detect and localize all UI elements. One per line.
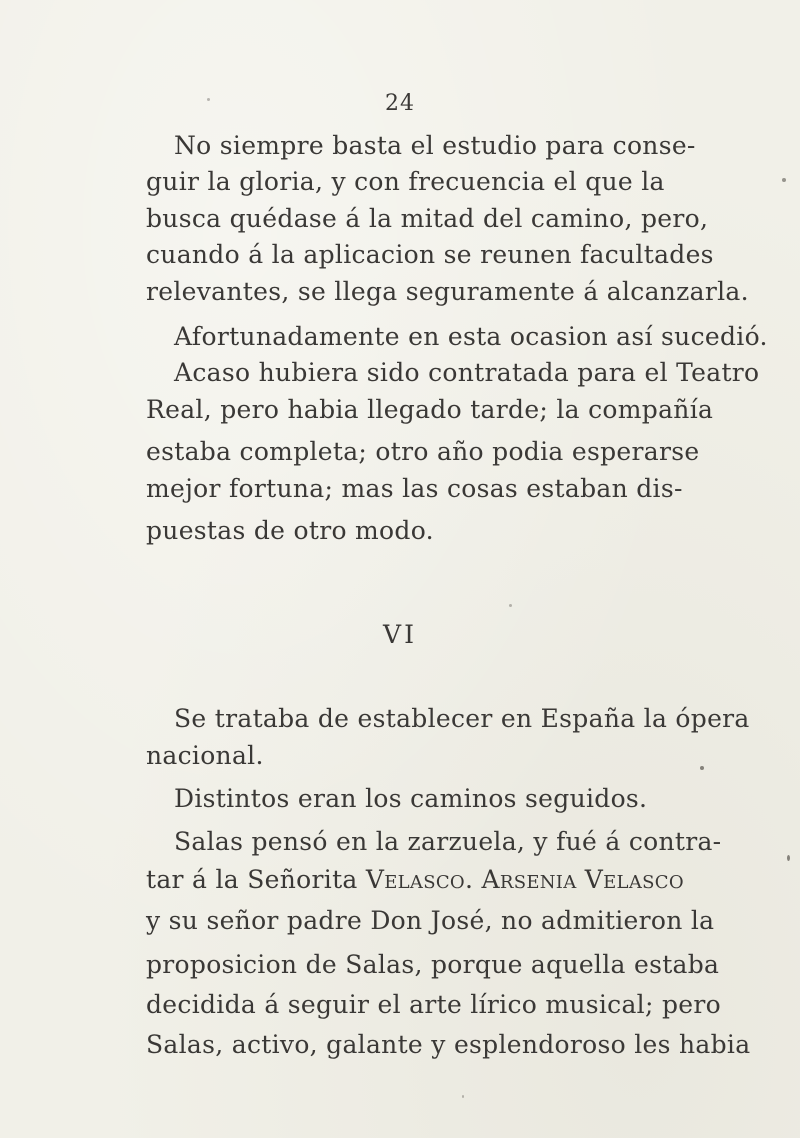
text-line: Salas, activo, galante y esplendoroso les habia — [146, 1030, 751, 1059]
text-line: decidida á seguir el arte lírico musical; pero — [146, 990, 721, 1019]
text-line: cuando á la aplicacion se reunen facultades — [146, 240, 714, 269]
paper-speck — [700, 766, 704, 770]
text-line: Distintos eran los caminos seguidos. — [174, 784, 648, 813]
page-number: 24 — [385, 91, 415, 116]
text-line: Se trataba de establecer en España la ópera — [174, 704, 750, 733]
text-line: y su señor padre Don José, no admitieron la — [146, 906, 715, 935]
text-line: puestas de otro modo. — [146, 516, 434, 545]
text-line-with-names — [146, 865, 684, 895]
paper-speck — [782, 178, 786, 182]
text-fragment: tar á la Señorita — [146, 865, 366, 894]
text-line: estaba completa; otro año podia esperarse — [146, 437, 700, 466]
name-small-caps: Arsenia Velasco — [481, 865, 684, 894]
text-line: guir la gloria, y con frecuencia el que la — [146, 167, 665, 196]
text-line: Salas pensó en la zarzuela, y fué á contra- — [174, 827, 722, 856]
text-line: relevantes, se llega seguramente á alcanzarla. — [146, 277, 749, 306]
text-line: Acaso hubiera sido contratada para el Teatro — [174, 358, 760, 387]
text-line: Real, pero habia llegado tarde; la compañía — [146, 395, 714, 424]
text-fragment: . — [464, 865, 482, 894]
text-line: proposicion de Salas, porque aquella estaba — [146, 950, 720, 979]
paper-speck — [462, 1095, 464, 1098]
section-heading: VI — [383, 620, 417, 649]
paper-speck — [787, 855, 790, 861]
text-line: nacional. — [146, 741, 264, 770]
text-line: busca quédase á la mitad del camino, pero, — [146, 204, 709, 233]
paper-speck — [509, 604, 512, 607]
text-line: mejor fortuna; mas las cosas estaban dis- — [146, 474, 683, 503]
name-small-caps: Velasco — [365, 865, 465, 894]
text-line: Afortunadamente en esta ocasion así sucedió. — [174, 322, 768, 351]
paper-speck — [207, 98, 210, 101]
text-line: No siempre basta el estudio para conse- — [174, 131, 696, 160]
